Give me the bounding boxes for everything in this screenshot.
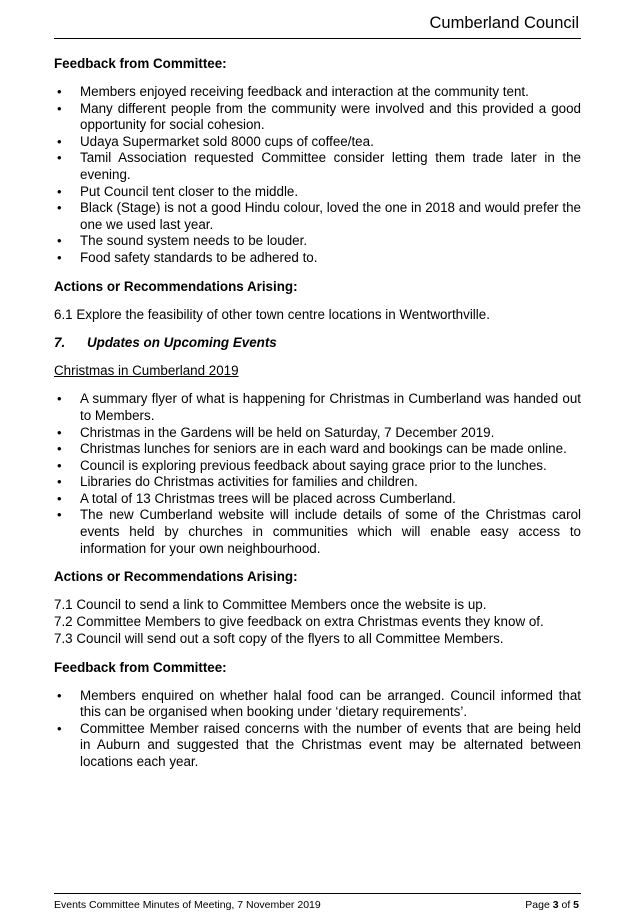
section-number: 7. <box>54 335 66 351</box>
list-item: • Members enjoyed receiving feedback and interaction at the community tent. <box>54 84 581 101</box>
action-item: 7.2 Committee Members to give feedback on extra Christmas events they know of. <box>54 614 544 630</box>
list-item: • Libraries do Christmas activities for families and children. <box>54 474 581 491</box>
page-current: 3 <box>552 899 559 911</box>
council-name: Cumberland Council <box>429 14 579 32</box>
list-item: • A total of 13 Christmas trees will be placed across Cumberland. <box>54 491 581 508</box>
page-number <box>525 899 579 911</box>
action-item: 6.1 Explore the feasibility of other town centre locations in Wentworthville. <box>54 306 490 322</box>
actions-heading-1: Actions or Recommendations Arising: <box>54 278 298 294</box>
list-item: • The sound system needs to be louder. <box>54 233 581 250</box>
actions-heading-2: Actions or Recommendations Arising: <box>54 569 298 585</box>
list-item: • Council is exploring previous feedback about saying grace prior to the lunches. <box>54 458 581 475</box>
list-item: • The new Cumberland website will include details of some of the Christmas carol events held by churches in communities which will enable easy access to information for your own neighbourhood. <box>54 507 581 557</box>
feedback-heading-2: Feedback from Committee: <box>54 659 227 675</box>
list-item: • Put Council tent closer to the middle. <box>54 184 581 201</box>
feedback-list-2 <box>54 688 581 771</box>
actions-list-2 <box>54 597 581 647</box>
feedback-list-1 <box>54 84 581 267</box>
action-item: 7.3 Council will send out a soft copy of the flyers to all Committee Members. <box>54 630 504 646</box>
list-item: • Committee Member raised concerns with the number of events that are being held in Auburn and suggested that the Christmas event may be alternated between locations each year. <box>54 721 581 771</box>
christmas-subheading: Christmas in Cumberland 2019 <box>54 363 239 379</box>
list-item: • A summary flyer of what is happening for Christmas in Cumberland was handed out to Members. <box>54 391 581 424</box>
footer-document-title: Events Committee Minutes of Meeting, 7 November 2019 <box>54 899 321 911</box>
list-item: • Black (Stage) is not a good Hindu colour, loved the one in 2018 and would prefer the one we used last year. <box>54 200 581 233</box>
section-title: Updates on Upcoming Events <box>87 335 277 351</box>
page-footer <box>54 893 581 911</box>
list-item: • Christmas lunches for seniors are in each ward and bookings can be made online. <box>54 441 581 458</box>
list-item: • Christmas in the Gardens will be held on Saturday, 7 December 2019. <box>54 425 581 442</box>
list-item: • Many different people from the community were involved and this provided a good opportunity for social cohesion. <box>54 101 581 134</box>
list-item: • Tamil Association requested Committee consider letting them trade later in the evening. <box>54 150 581 183</box>
list-item: • Udaya Supermarket sold 8000 cups of coffee/tea. <box>54 134 581 151</box>
christmas-list <box>54 391 581 557</box>
feedback-heading-1: Feedback from Committee: <box>54 56 227 71</box>
page-of: of <box>558 899 574 911</box>
actions-list-1 <box>54 307 581 324</box>
document-body <box>54 56 581 783</box>
list-item: • Food safety standards to be adhered to. <box>54 250 581 267</box>
list-item: • Members enquired on whether halal food can be arranged. Council informed that this can be organised when booking under ‘dietary requirements’. <box>54 688 581 721</box>
page-total: 5 <box>573 899 579 911</box>
page-prefix: Page <box>525 899 553 911</box>
section-7-heading <box>54 335 581 351</box>
page-header <box>54 14 581 39</box>
action-item: 7.1 Council to send a link to Committee Members once the website is up. <box>54 597 487 613</box>
